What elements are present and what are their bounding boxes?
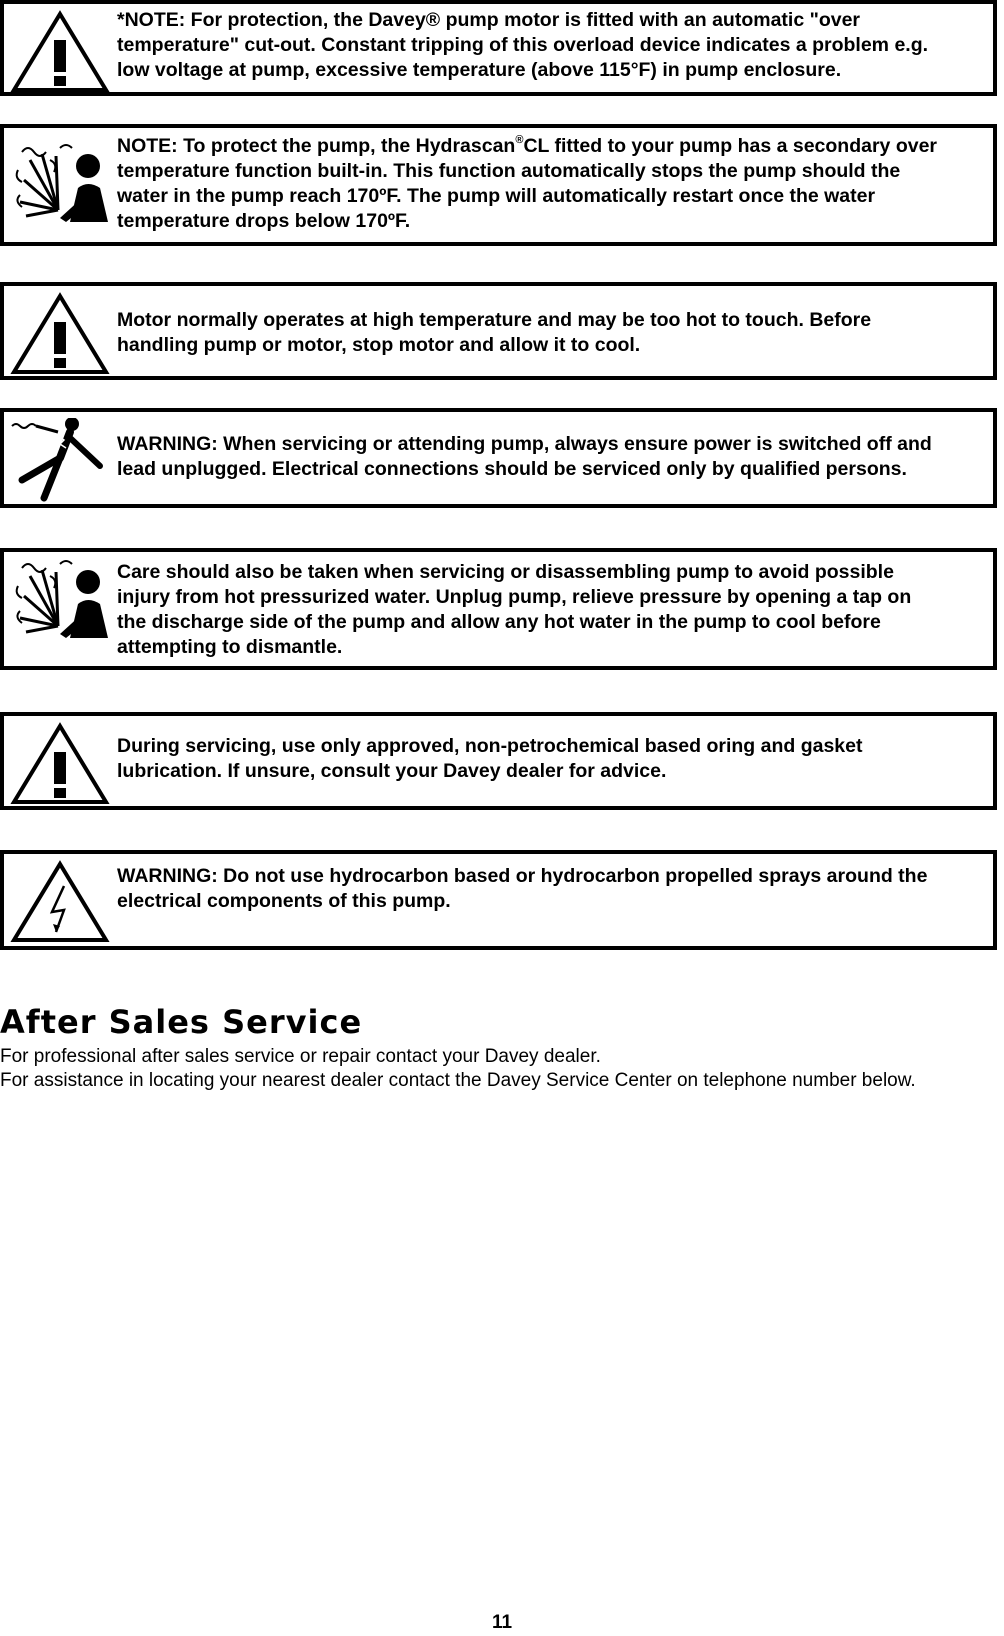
notice-motor-hot <box>0 282 997 380</box>
notice-over-temperature-cutout <box>0 0 997 96</box>
notice-hydrocarbon-sprays-warning <box>0 850 997 950</box>
after-sales-line-2: For assistance in locating your nearest dealer contact the Davey Service Center on telephone number below. <box>0 1070 916 1091</box>
notice-text <box>117 134 989 234</box>
notice-text: WARNING: Do not use hydrocarbon based or hydrocarbon propelled sprays around the electrical components of this pump. <box>117 865 928 912</box>
after-sales-heading: After Sales Service <box>0 1003 363 1041</box>
hot-water-spray-icon <box>10 556 110 640</box>
caution-triangle-icon <box>10 292 110 376</box>
electric-shock-icon <box>10 418 110 502</box>
registered-mark: ® <box>515 134 524 146</box>
notice-text-part2: CL fitted to your pump has a secondary over temperature function built-in. This function automatically stops the pump should the water in the pump reach 170ºF. The pump will automatically restart once the water temperature drops below 170ºF. <box>117 135 938 232</box>
notice-text-part1: NOTE: To protect the pump, the Hydrascan <box>117 135 516 157</box>
caution-triangle-icon <box>10 10 110 94</box>
notice-approved-lubrication <box>0 712 997 810</box>
notice-text: During servicing, use only approved, non-petrochemical based oring and gasket lubrication. If unsure, consult your Davey dealer for advice. <box>117 735 863 782</box>
hot-water-spray-icon <box>10 140 110 224</box>
electrical-hazard-triangle-icon <box>10 860 110 944</box>
notice-text: *NOTE: For protection, the Davey® pump motor is fitted with an automatic "over temperature" cut-out. Constant tripping of this overload device indicates a problem e.g. low voltage at pump, excessive temperature (above 115°F) in pump enclosure. <box>117 9 929 81</box>
notice-power-off-warning <box>0 408 997 508</box>
notice-text: WARNING: When servicing or attending pump, always ensure power is switched off and lead unplugged. Electrical connections should be serviced only by qualified persons. <box>117 433 932 480</box>
notice-hydrascan-over-temperature <box>0 124 997 246</box>
notice-text: Care should also be taken when servicing or disassembling pump to avoid possible injury from hot pressurized water. Unplug pump, relieve pressure by opening a tap on the discharge side of the pump and allow any hot water in the pump to cool before attempting to dismantle. <box>117 561 912 658</box>
after-sales-line-1: For professional after sales service or repair contact your Davey dealer. <box>0 1046 601 1067</box>
page-number: 11 <box>491 1612 513 1633</box>
caution-triangle-icon <box>10 722 110 806</box>
notice-hot-pressurized-water <box>0 548 997 670</box>
notice-text: Motor normally operates at high temperature and may be too hot to touch. Before handling pump or motor, stop motor and allow it to cool. <box>117 309 872 356</box>
